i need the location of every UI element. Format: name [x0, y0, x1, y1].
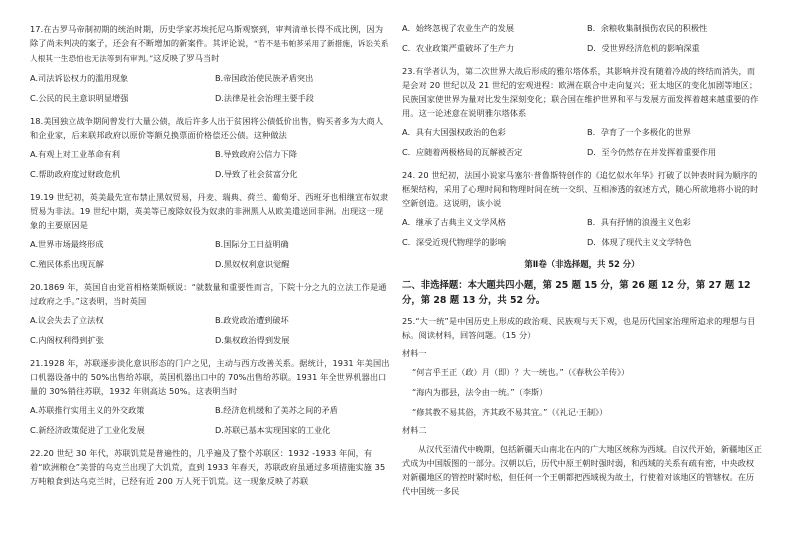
q21-option-b[interactable]: B.经济危机缓和了美苏之间的矛盾 [215, 405, 338, 415]
q18-option-c[interactable]: C.帮助政府度过财政危机 [30, 169, 121, 179]
question-24: 24. 20 世纪初，法国小说家马塞尔·普鲁斯特创作的《追忆似水年华》打破了以钟表时间为顺序的框架结构，采用了心理时间和物理时间在统一交织、互相渗透的叙述方式，随心所欲地将小说的时空新创造。这说明，该小说 [402, 170, 759, 208]
q23-options [402, 126, 762, 158]
material-two-label: 材料二 [402, 425, 427, 435]
material-two-text: 从汉代至清代中晚期，包括新疆天山南北在内的广大地区统称为西域。自汉代开始，新疆地区正式成为中国版图的一部分。汉朝以后，历代中原王朝时强时弱，和西域的关系有疏有密，中央政权对新疆地区的管控时紧时松，但任何一个王朝都把西域视为故土，行使着对该地区的管辖权。在历代中国统一多民 [402, 444, 762, 496]
question-22: 22.20 世纪 30 年代，苏联饥荒是普遍性的，几乎遍及了整个苏联区：1932 -1933 年间，有着“欧洲粮仓”美誉的乌克兰出现了大饥荒，直到 1933 年春天，苏联政府虽通过多项措施实施 35 万吨粮食到达乌克兰时，已经有近 200 万人死于饥荒。这一现象反映了苏联 [30, 448, 386, 486]
q20-option-c[interactable]: C.内阁权利得到扩张 [30, 335, 104, 345]
q20-options [30, 314, 390, 346]
question-25-intro: 25.“大一统”是中国历史上形成的政治观、民族观与天下观，也是历代国家治理所追求的理想与目标。阅读材料，回答问题。（15 分） [402, 316, 756, 340]
q23-option-c[interactable]: C．应随着两极格局的瓦解被否定 [402, 147, 523, 157]
right-column [402, 22, 762, 504]
q18-option-d[interactable]: D.导致了社会贫富分化 [215, 169, 298, 179]
q24-option-c[interactable]: C．深受近现代物理学的影响 [402, 237, 506, 247]
material-quote: “修其教不易其俗，齐其政不易其宜。”（《礼记·王制》） [412, 407, 608, 417]
q24-option-d[interactable]: D．体现了现代主义文学特色 [587, 237, 692, 247]
q24-option-b[interactable]: B．具有抒情的浪漫主义色彩 [587, 217, 691, 227]
q21-option-c[interactable]: C.新经济政策促进了工业化发展 [30, 425, 145, 435]
question-17 [30, 22, 390, 66]
question-21: 21.1928 年，苏联逐步淡化意识形态的门户之见，主动与西方改善关系。据统计，1931 年美国出口机器设备中的 50%出售给苏联，英国机器出口中的 70%出售给苏联。1931 年全世界机器出口量的 30%销往苏联，1932 年则高达 50%。这表明当时 [30, 358, 390, 396]
q24-option-a[interactable]: A．继承了古典主义文学风格 [402, 217, 506, 227]
q22-options [402, 22, 762, 54]
q17-text-b: 这反映了罗马当时 [153, 53, 220, 63]
q22-option-a[interactable]: A．始终忽视了农业生产的发展 [402, 23, 515, 33]
q17-option-d[interactable]: D.法律是社会治理主要手段 [215, 93, 314, 103]
q23-option-b[interactable]: B．孕育了一个多极化的世界 [587, 127, 691, 137]
q20-option-b[interactable]: B.政党政治遭到破坏 [215, 315, 289, 325]
q19-options [30, 238, 390, 270]
section-title: 第Ⅱ卷（非选择题，共 52 分） [524, 259, 640, 269]
question-23: 23.有学者认为，第二次世界大战后形成的雅尔塔体系，其影响并没有随着冷战的终结而消失，而是会对 20 世纪以及 21 世纪的宏观进程：欧洲在联合中走向复兴；亚太地区的变化加剧等地区；民族国家使世界为量对比发生深刻变化；联合国在维护世界和平与发展方面发挥着越来越重要的作用。这一论述意在说明雅尔塔体系 [402, 66, 759, 118]
q22-option-c[interactable]: C．农业政策严重破坏了生产力 [402, 43, 515, 53]
question-20: 20.1869 年，英国自由党首相格莱斯顿说：“就数量和重要性而言，下院十分之九的立法工作是通过政府之手。”这表明，当时英国 [30, 282, 387, 306]
q19-option-c[interactable]: C.殖民体系出现瓦解 [30, 259, 104, 269]
q24-options [402, 216, 762, 248]
material-quote: “何言乎王正（政）月（即）？大一统也。”（《春秋公羊传》） [412, 367, 630, 377]
q23-option-d[interactable]: D．至今仍然存在并发挥着重要作用 [587, 147, 717, 157]
q19-option-d[interactable]: D.黑奴权利意识觉醒 [215, 259, 290, 269]
q21-option-a[interactable]: A.苏联推行实用主义的外交政策 [30, 405, 145, 415]
q18-option-b[interactable]: B.导致政府公信力下降 [215, 149, 297, 159]
q19-option-a[interactable]: A.世界市场最终形成 [30, 239, 104, 249]
q21-option-d[interactable]: D.苏联已基本实现国家的工业化 [215, 425, 331, 435]
q20-option-a[interactable]: A.议会失去了立法权 [30, 315, 104, 325]
question-19: 19.19 世纪初，英美最先宣布禁止黑奴贸易，丹麦、瑞典、荷兰、葡萄牙、西班牙也相继宣布奴隶贸易为非法。19 世纪中期，英美等已废除奴役为奴隶的非洲黑人从欧美遣送回非洲。出现这一现象的主要原因是 [30, 192, 389, 230]
q17-option-a[interactable]: A.司法诉讼权力的滥用现象 [30, 73, 129, 83]
q21-options [30, 404, 390, 436]
material-quote: “海内为郡县，法令由一统。”（李斯） [412, 387, 548, 397]
q23-option-a[interactable]: A．具有大国强权政治的色彩 [402, 127, 506, 137]
q20-option-d[interactable]: D.集权政治得到发展 [215, 335, 290, 345]
question-18: 18.美国独立战争期间曾发行大量公债，战后许多人出于贫困将公债低价出售，购买者多为大商人和企业家，后来联邦政府以原价等额兑换票面价格偿还公债。这种做法 [30, 116, 384, 140]
q18-options [30, 148, 390, 180]
q17-quote: “若不是韦帕芗采用了新措施，诉讼关系人根其一生恐怕也无法等到有审判。” [30, 39, 389, 63]
q17-option-b[interactable]: B.帝国政治使民族矛盾突出 [215, 73, 314, 83]
q18-option-a[interactable]: A.有观上对工业革命有利 [30, 149, 120, 159]
left-column [30, 22, 390, 494]
q17-option-c[interactable]: C.公民的民主意识明显增强 [30, 93, 129, 103]
q17-text-a: 17.在古罗马帝制初期的统治时期，历史学家苏埃托尼乌斯观察到，审判清单长得不成比例，因为除了尚未判决的案子，还会有不断增加的新案件。其评论说， [30, 24, 384, 48]
q22-option-b[interactable]: B．余粮收集制损伤农民的积极性 [587, 23, 708, 33]
material-one-label: 材料一 [402, 348, 427, 358]
q22-option-d[interactable]: D．受世界经济危机的影响深重 [587, 43, 700, 53]
part-two-heading: 二、非选择题：本大题共四小题，第 25 题 15 分，第 26 题 12 分，第 27 题 12 分，第 28 题 13 分，共 52 分。 [402, 280, 751, 306]
q19-option-b[interactable]: B.国际分工日益明确 [215, 239, 289, 249]
q17-options [30, 72, 390, 104]
